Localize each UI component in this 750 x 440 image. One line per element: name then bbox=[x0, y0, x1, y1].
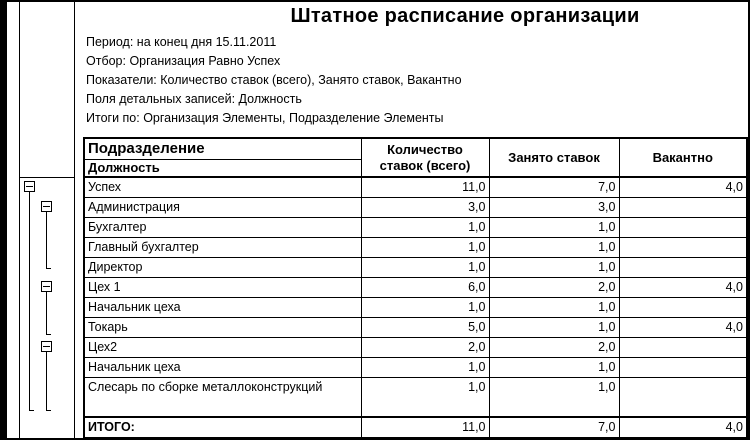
row-total: 6,0 bbox=[361, 278, 489, 298]
row-name: Директор bbox=[84, 258, 361, 278]
row-occupied: 2,0 bbox=[489, 278, 619, 298]
row-vacant bbox=[619, 258, 747, 278]
collapse-dept-admin-icon[interactable] bbox=[41, 201, 52, 212]
collapse-dept-ceh2-icon[interactable] bbox=[41, 341, 52, 352]
table-row[interactable] bbox=[84, 218, 747, 238]
row-occupied: 2,0 bbox=[489, 338, 619, 358]
row-total: 1,0 bbox=[361, 258, 489, 278]
table-row-dept[interactable] bbox=[84, 278, 747, 298]
row-occupied: 1,0 bbox=[489, 238, 619, 258]
tree-line-end bbox=[46, 410, 51, 411]
report-parameters bbox=[86, 33, 462, 128]
row-occupied: 1,0 bbox=[489, 298, 619, 318]
param-filter: Отбор: Организация Равно Успех bbox=[86, 54, 281, 68]
table-row-dept[interactable] bbox=[84, 198, 747, 218]
row-vacant: 4,0 bbox=[619, 278, 747, 298]
row-occupied: 1,0 bbox=[489, 218, 619, 238]
row-occupied: 1,0 bbox=[489, 378, 619, 418]
param-totals-by: Итоги по: Организация Элементы, Подразделение Элементы bbox=[86, 111, 444, 125]
row-total: 1,0 bbox=[361, 358, 489, 378]
row-total: 2,0 bbox=[361, 338, 489, 358]
param-indicators: Показатели: Количество ставок (всего), Занято ставок, Вакантно bbox=[86, 73, 462, 87]
row-total: 3,0 bbox=[361, 198, 489, 218]
row-name: Главный бухгалтер bbox=[84, 238, 361, 258]
row-total: 5,0 bbox=[361, 318, 489, 338]
table-row[interactable] bbox=[84, 238, 747, 258]
row-name: Успех bbox=[84, 177, 361, 198]
table-row-dept[interactable] bbox=[84, 338, 747, 358]
total-occupied: 7,0 bbox=[489, 417, 619, 438]
header-vacant: Вакантно bbox=[619, 138, 747, 177]
tree-area-divider bbox=[74, 0, 75, 438]
row-occupied: 1,0 bbox=[489, 258, 619, 278]
row-vacant bbox=[619, 378, 747, 418]
row-vacant: 4,0 bbox=[619, 177, 747, 198]
row-total: 1,0 bbox=[361, 238, 489, 258]
total-vacant: 4,0 bbox=[619, 417, 747, 438]
table-row[interactable] bbox=[84, 298, 747, 318]
tree-line-end bbox=[46, 268, 51, 269]
row-name: Начальник цеха bbox=[84, 358, 361, 378]
table-row-total bbox=[84, 417, 747, 438]
collapse-dept-ceh1-icon[interactable] bbox=[41, 281, 52, 292]
row-total: 1,0 bbox=[361, 218, 489, 238]
param-period: Период: на конец дня 15.11.2011 bbox=[86, 35, 277, 49]
row-name: Цех 1 bbox=[84, 278, 361, 298]
tree-header-divider bbox=[19, 177, 75, 178]
header-total-rates: Количество ставок (всего) bbox=[361, 138, 489, 177]
row-vacant bbox=[619, 338, 747, 358]
row-vacant bbox=[619, 198, 747, 218]
staff-schedule-table bbox=[83, 137, 748, 439]
header-position: Должность bbox=[84, 160, 361, 178]
header-occupied-rates: Занято ставок bbox=[489, 138, 619, 177]
row-total: 1,0 bbox=[361, 298, 489, 318]
row-occupied: 1,0 bbox=[489, 358, 619, 378]
row-occupied: 3,0 bbox=[489, 198, 619, 218]
collapse-org-uspekh-icon[interactable] bbox=[24, 181, 35, 192]
row-name: Слесарь по сборке металлоконструкций bbox=[84, 378, 361, 418]
table-row[interactable] bbox=[84, 378, 747, 418]
row-vacant bbox=[619, 298, 747, 318]
row-total: 11,0 bbox=[361, 177, 489, 198]
gutter-divider bbox=[19, 0, 20, 438]
row-occupied: 7,0 bbox=[489, 177, 619, 198]
row-vacant bbox=[619, 358, 747, 378]
tree-line-end bbox=[29, 410, 34, 411]
table-row[interactable] bbox=[84, 258, 747, 278]
total-rates: 11,0 bbox=[361, 417, 489, 438]
row-name: Администрация bbox=[84, 198, 361, 218]
tree-line-org bbox=[29, 192, 30, 410]
row-occupied: 1,0 bbox=[489, 318, 619, 338]
table-row-org[interactable] bbox=[84, 177, 747, 198]
row-name: Токарь bbox=[84, 318, 361, 338]
row-vacant bbox=[619, 238, 747, 258]
row-total: 1,0 bbox=[361, 378, 489, 418]
tree-line-ceh2 bbox=[46, 352, 47, 410]
row-vacant bbox=[619, 218, 747, 238]
table-row[interactable] bbox=[84, 358, 747, 378]
param-detail-fields: Поля детальных записей: Должность bbox=[86, 92, 302, 106]
table-row[interactable] bbox=[84, 318, 747, 338]
row-name: Начальник цеха bbox=[84, 298, 361, 318]
tree-line-ceh1 bbox=[46, 292, 47, 334]
row-name: Цех2 bbox=[84, 338, 361, 358]
row-vacant: 4,0 bbox=[619, 318, 747, 338]
tree-line-end bbox=[46, 334, 51, 335]
header-department: Подразделение bbox=[84, 138, 361, 160]
tree-line-admin bbox=[46, 212, 47, 268]
row-name: Бухгалтер bbox=[84, 218, 361, 238]
report-title: Штатное расписание организации bbox=[290, 5, 640, 27]
total-label: ИТОГО: bbox=[84, 417, 361, 438]
